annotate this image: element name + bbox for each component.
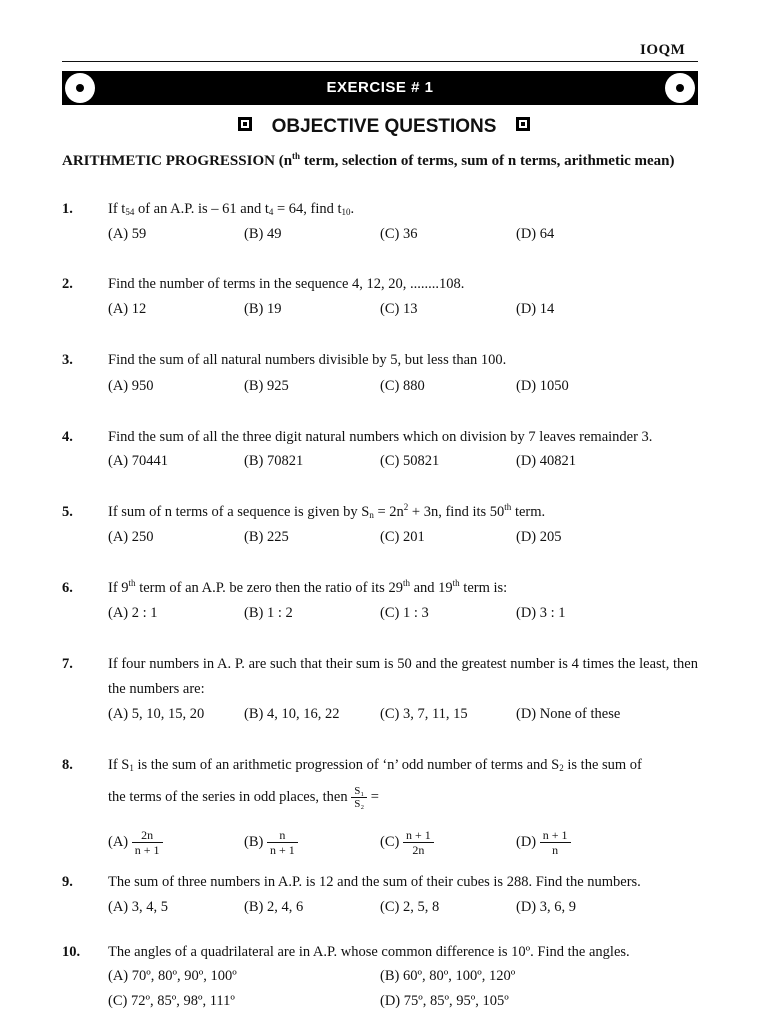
question-text: If four numbers in A. P. are such that their sum is 50 and the greatest number is 4 times the least, then the numbers are: — [108, 656, 698, 697]
question-number: 8. — [62, 757, 73, 773]
question-text: If $t_{54}$ of an A.P. is – 61 and $t_4 = 64$, find $t_{10}$. — [108, 201, 355, 217]
option-b: (B) 925 — [244, 378, 289, 394]
option-c: (C) $\frac{n + 1}{2n}$ — [380, 828, 434, 857]
option-c: (C) 13 — [380, 301, 418, 317]
question-text: Find the sum of all natural numbers divisible by 5, but less than 100. — [108, 352, 507, 368]
option-a: (A) 59 — [108, 226, 147, 242]
question-number: 1. — [62, 201, 73, 217]
option-b: (B) 60º, 80º, 100º, 120º — [380, 968, 516, 984]
question-text: Find the number of terms in the sequence 4, 12, 20, ........108. — [108, 276, 465, 292]
option-a: (A) 70º, 80º, 90º, 100º — [108, 968, 237, 984]
header-code: IOQM — [640, 42, 686, 58]
question-text: The sum of three numbers in A.P. is 12 and the sum of their cubes is 288. Find the numbers. — [108, 874, 641, 890]
option-b: (B) 19 — [244, 301, 282, 317]
option-d: (D) 3, 6, 9 — [516, 899, 577, 915]
section-title — [0, 116, 768, 138]
option-d: (D) $\frac{n + 1}{n}$ — [516, 828, 571, 857]
option-b: (B) $\frac{n}{n + 1}$ — [244, 828, 298, 857]
question-number: 9. — [62, 874, 73, 890]
question-number: 3. — [62, 352, 73, 368]
option-d: (D) None of these — [516, 706, 621, 722]
option-a: (A) 2 : 1 — [108, 605, 158, 621]
question-number: 6. — [62, 580, 73, 596]
option-d: (D) 3 : 1 — [516, 605, 566, 621]
option-b: (B) 1 : 2 — [244, 605, 293, 621]
option-b: (B) 2, 4, 6 — [244, 899, 304, 915]
question-number: 4. — [62, 429, 73, 445]
question-text: If 9th term of an A.P. be zero then the ratio of its 29th and 19th term is: — [108, 578, 508, 596]
option-c: (C) 72º, 85º, 98º, 111º — [108, 993, 235, 1009]
option-d: (D) 75º, 85º, 95º, 105º — [380, 993, 509, 1009]
option-a: (A) 70441 — [108, 453, 169, 469]
option-b: (B) 70821 — [244, 453, 304, 469]
option-d: (D) 64 — [516, 226, 555, 242]
section-title-text: OBJECTIVE QUESTIONS — [271, 116, 497, 137]
option-a: (A) 3, 4, 5 — [108, 899, 169, 915]
banner-title: EXERCISE # 1 — [326, 79, 434, 96]
topic-subheading: ARITHMETIC PROGRESSION ($n^{th}$ term, selection of terms, sum of n terms, arithmetic mean) — [62, 151, 675, 169]
question-text: Find the sum of all the three digit natural numbers which on division by 7 leaves remainder 3. — [108, 429, 653, 445]
question-number: 2. — [62, 276, 73, 292]
question-text: If sum of n terms of a sequence is given by $S_n = 2n^2 + 3n$, find its 50th term. — [108, 502, 546, 520]
option-b: (B) 225 — [244, 529, 289, 545]
square-bullet-icon — [238, 117, 252, 131]
option-d: (D) 40821 — [516, 453, 577, 469]
option-b: (B) 49 — [244, 226, 282, 242]
fraction: $\frac{\text{S₁}}{\text{S₂}}$ — [351, 785, 367, 810]
option-c: (C) 3, 7, 11, 15 — [380, 706, 468, 722]
option-a: (A) 950 — [108, 378, 154, 394]
option-a: (A) 5, 10, 15, 20 — [108, 706, 205, 722]
option-a: (A) 250 — [108, 529, 154, 545]
option-d: (D) 205 — [516, 529, 562, 545]
option-d: (D) 14 — [516, 301, 555, 317]
option-c: (C) 50821 — [380, 453, 440, 469]
option-c: (C) 1 : 3 — [380, 605, 429, 621]
option-c: (C) 36 — [380, 226, 418, 242]
option-d: (D) 1050 — [516, 378, 569, 394]
option-c: (C) 2, 5, 8 — [380, 899, 440, 915]
question-text: If $S_1$ is the sum of an arithmetic progression of ‘n’ odd number of terms and $S_2$ is the sum of — [108, 757, 642, 773]
question-number: 10. — [62, 944, 81, 960]
question-number: 7. — [62, 656, 73, 672]
option-c: (C) 201 — [380, 529, 425, 545]
right-circle-icon — [665, 73, 695, 103]
option-c: (C) 880 — [380, 378, 425, 394]
option-b: (B) 4, 10, 16, 22 — [244, 706, 340, 722]
option-a: (A) 12 — [108, 301, 147, 317]
question-text: The angles of a quadrilateral are in A.P. whose common difference is 10º. Find the angles. — [108, 944, 630, 960]
exercise-banner — [62, 71, 698, 105]
square-bullet-icon — [516, 117, 530, 131]
option-a: (A) $\frac{2n}{n + 1}$ — [108, 828, 163, 857]
question-number: 5. — [62, 504, 73, 520]
question-text-line2: the terms of the series in odd places, then $\frac{\text{S₁}}{\text{S₂}}$ = — [108, 785, 379, 811]
header-rule — [62, 61, 698, 62]
